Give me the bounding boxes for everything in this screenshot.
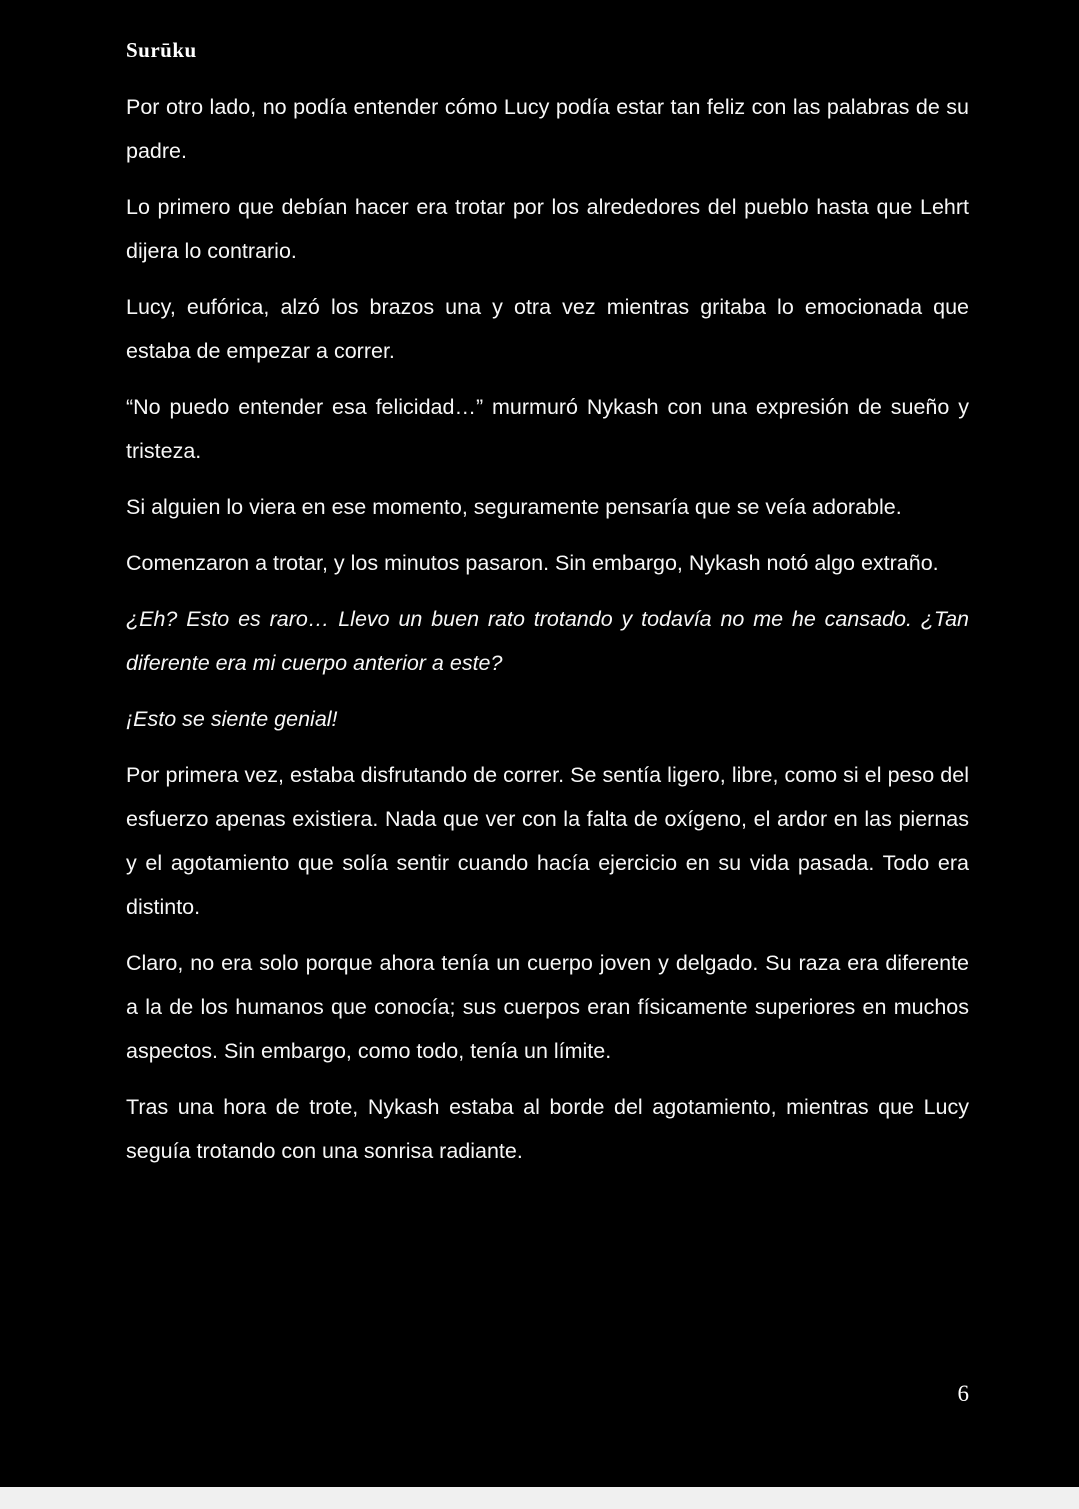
- paragraph: Lucy, eufórica, alzó los brazos una y otra vez mientras gritaba lo emocionada que estaba de empezar a correr.: [126, 295, 969, 363]
- paragraph: Por primera vez, estaba disfrutando de correr. Se sentía ligero, libre, como si el peso del esfuerzo apenas existiera. Nada que ver con la falta de oxígeno, el ardor en las piernas y el agotamiento que solía sentir cuando hacía ejercicio en su vida pasada. Todo era distinto.: [126, 763, 969, 919]
- paragraph: Claro, no era solo porque ahora tenía un cuerpo joven y delgado. Su raza era diferente a la de los humanos que conocía; sus cuerpos eran físicamente superiores en muchos aspectos. Sin embargo, como todo, tenía un límite.: [126, 951, 969, 1063]
- paragraph: Por otro lado, no podía entender cómo Lucy podía estar tan feliz con las palabras de su padre.: [126, 95, 969, 163]
- paragraph: Comenzaron a trotar, y los minutos pasaron. Sin embargo, Nykash notó algo extraño.: [126, 551, 939, 575]
- page-number: 6: [957, 1381, 969, 1406]
- paragraph: ¡Esto se siente genial!: [126, 707, 338, 731]
- page-body: [126, 85, 969, 1173]
- page-title: Surūku: [126, 38, 197, 62]
- page-bottom-edge: [0, 1487, 1079, 1509]
- paragraph: ¿Eh? Esto es raro… Llevo un buen rato trotando y todavía no me he cansado. ¿Tan diferente era mi cuerpo anterior a este?: [126, 607, 969, 675]
- paragraph: Lo primero que debían hacer era trotar por los alrededores del pueblo hasta que Lehrt dijera lo contrario.: [126, 195, 969, 263]
- paragraph: Tras una hora de trote, Nykash estaba al borde del agotamiento, mientras que Lucy seguía trotando con una sonrisa radiante.: [126, 1095, 969, 1163]
- paragraph: “No puedo entender esa felicidad…” murmuró Nykash con una expresión de sueño y tristeza.: [126, 395, 969, 463]
- paragraph: Si alguien lo viera en ese momento, seguramente pensaría que se veía adorable.: [126, 495, 902, 519]
